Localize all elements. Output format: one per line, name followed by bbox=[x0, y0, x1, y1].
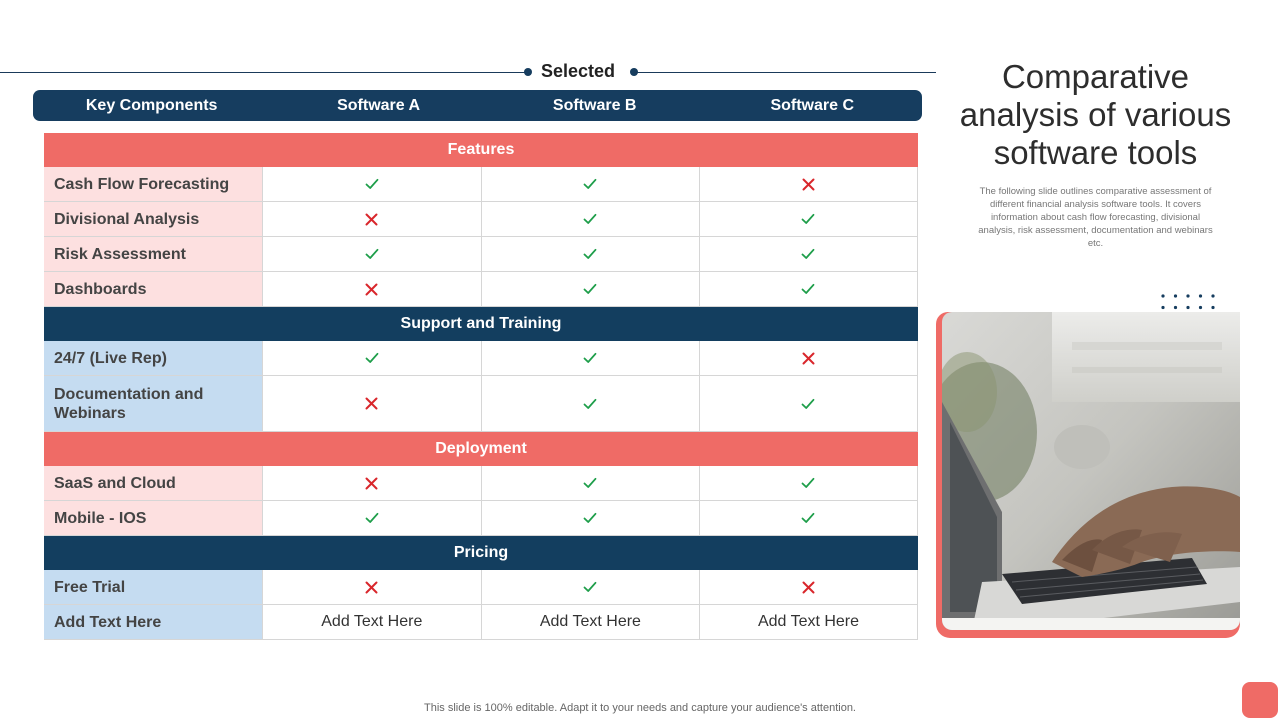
row-label: SaaS and Cloud bbox=[44, 466, 262, 500]
check-icon bbox=[481, 501, 700, 535]
row-label: Dashboards bbox=[44, 272, 262, 306]
banner-line-right bbox=[634, 72, 936, 73]
table-row bbox=[44, 376, 918, 432]
decor-dot bbox=[1186, 294, 1189, 297]
row-label: Documentation and Webinars bbox=[44, 376, 262, 431]
cross-icon bbox=[262, 570, 481, 604]
check-icon bbox=[481, 237, 700, 271]
row-label: Cash Flow Forecasting bbox=[44, 167, 262, 201]
table-row bbox=[44, 341, 918, 376]
cell-text: Add Text Here bbox=[699, 605, 918, 639]
corner-accent bbox=[1242, 682, 1278, 718]
row-label: Risk Assessment bbox=[44, 237, 262, 271]
table-row bbox=[44, 466, 918, 501]
decor-dot bbox=[1199, 294, 1202, 297]
table-row bbox=[44, 202, 918, 237]
header-software-c: Software C bbox=[770, 96, 855, 114]
table-row bbox=[44, 237, 918, 272]
row-label: Divisional Analysis bbox=[44, 202, 262, 236]
row-label: Mobile - IOS bbox=[44, 501, 262, 535]
check-icon bbox=[699, 501, 918, 535]
table-row bbox=[44, 167, 918, 202]
cross-icon bbox=[699, 341, 918, 375]
check-icon bbox=[262, 501, 481, 535]
cross-icon bbox=[699, 570, 918, 604]
slide-title: Comparative analysis of various software tools bbox=[959, 58, 1232, 171]
check-icon bbox=[481, 202, 700, 236]
cross-icon bbox=[262, 202, 481, 236]
footer-note: This slide is 100% editable. Adapt it to your needs and capture your audience's attention. bbox=[424, 702, 856, 714]
table-row bbox=[44, 605, 918, 640]
slide-description: The following slide outlines comparative assessment of different financial analysis software tools. It covers information about cash flow forecasting, divisional analysis, risk assessment, documentation and webinars etc. bbox=[978, 186, 1213, 249]
comparison-table bbox=[44, 133, 918, 640]
check-icon bbox=[699, 237, 918, 271]
table-row bbox=[44, 272, 918, 307]
cross-icon bbox=[699, 167, 918, 201]
section-header: Support and Training bbox=[44, 307, 918, 341]
header-software-b: Software B bbox=[552, 96, 637, 114]
header-key-components: Key Components bbox=[85, 96, 218, 114]
check-icon bbox=[481, 376, 700, 431]
laptop-typing-photo bbox=[942, 312, 1240, 630]
check-icon bbox=[481, 570, 700, 604]
table-row bbox=[44, 501, 918, 536]
section-header: Features bbox=[44, 133, 918, 167]
section-header: Pricing bbox=[44, 536, 918, 570]
check-icon bbox=[699, 202, 918, 236]
check-icon bbox=[481, 167, 700, 201]
section-header: Deployment bbox=[44, 432, 918, 466]
cross-icon bbox=[262, 376, 481, 431]
decor-dot bbox=[1174, 294, 1177, 297]
row-label: 24/7 (Live Rep) bbox=[44, 341, 262, 375]
banner-dot-left bbox=[524, 68, 532, 76]
cell-text: Add Text Here bbox=[481, 605, 700, 639]
cross-icon bbox=[262, 272, 481, 306]
decor-dot bbox=[1161, 306, 1164, 309]
decor-dot bbox=[1174, 306, 1177, 309]
check-icon bbox=[262, 167, 481, 201]
decor-dot bbox=[1186, 306, 1189, 309]
cross-icon bbox=[262, 466, 481, 500]
decor-dot bbox=[1161, 294, 1164, 297]
check-icon bbox=[481, 341, 700, 375]
decor-dot bbox=[1211, 294, 1214, 297]
check-icon bbox=[699, 272, 918, 306]
table-header-bar bbox=[33, 90, 922, 121]
banner-line-left bbox=[0, 72, 526, 73]
table-row bbox=[44, 570, 918, 605]
check-icon bbox=[262, 237, 481, 271]
selected-label: Selected bbox=[541, 61, 616, 81]
check-icon bbox=[262, 341, 481, 375]
cell-text: Add Text Here bbox=[262, 605, 481, 639]
check-icon bbox=[481, 466, 700, 500]
row-label: Free Trial bbox=[44, 570, 262, 604]
check-icon bbox=[699, 466, 918, 500]
header-software-a: Software A bbox=[337, 96, 421, 114]
decor-dot bbox=[1199, 306, 1202, 309]
decor-dot bbox=[1211, 306, 1214, 309]
row-label: Add Text Here bbox=[44, 605, 262, 639]
check-icon bbox=[481, 272, 700, 306]
check-icon bbox=[699, 376, 918, 431]
